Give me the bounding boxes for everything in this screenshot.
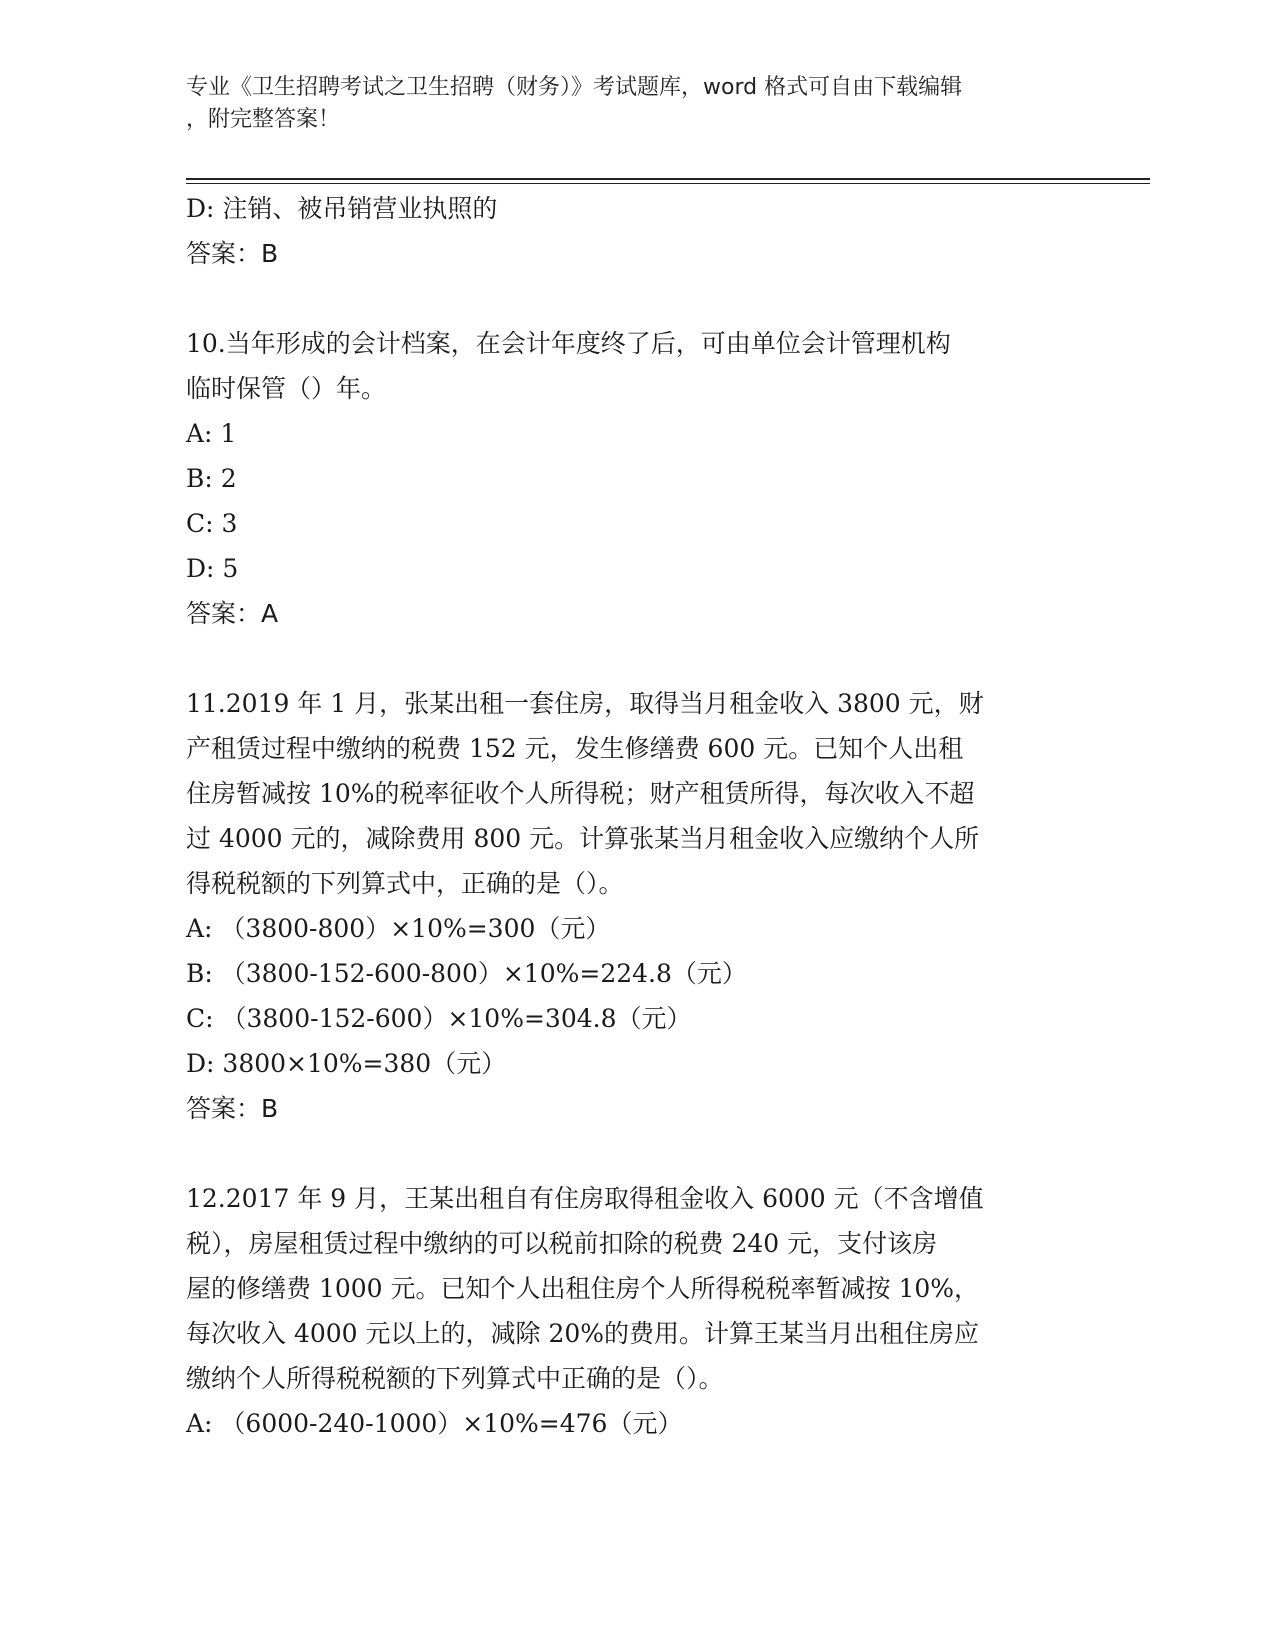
answer-line: 答案：A: [186, 599, 279, 628]
question-10: [186, 321, 1066, 636]
question-stem-line: 12.2017 年 9 月，王某出租自有住房取得租金收入 6000 元（不含增值: [186, 1184, 984, 1213]
spacer: [186, 636, 1066, 681]
header-line-1: 专业《卫生招聘考试之卫生招聘（财务）》考试题库，word 格式可自由下载编辑: [186, 75, 963, 100]
option-d: D: 3800×10%=380（元）: [186, 1049, 507, 1078]
question-stem-line: 得税税额的下列算式中，正确的是（）。: [186, 869, 624, 898]
answer-line: 答案：B: [186, 1094, 279, 1123]
header-divider-thin: [186, 183, 1150, 184]
option-b: B: 2: [186, 464, 237, 493]
question-9-tail: [186, 186, 1066, 276]
question-stem-line: 过 4000 元的，减除费用 800 元。计算张某当月租金收入应缴纳个人所: [186, 824, 980, 853]
option-b: B: （3800-152-600-800）×10%=224.8（元）: [186, 959, 747, 988]
question-stem-line: 住房暂减按 10%的税率征收个人所得税；财产租赁所得，每次收入不超: [186, 779, 975, 808]
document-header: [186, 72, 1066, 136]
question-12: [186, 1176, 1066, 1446]
option-c: C: 3: [186, 509, 238, 538]
option-d: D: 5: [186, 554, 239, 583]
question-stem-line: 产租赁过程中缴纳的税费 152 元，发生修缮费 600 元。已知个人出租: [186, 734, 964, 763]
answer-line: 答案：B: [186, 239, 279, 268]
header-line-2: ，附完整答案！: [186, 107, 341, 132]
question-stem-line: 11.2019 年 1 月，张某出租一套住房，取得当月租金收入 3800 元，财: [186, 689, 984, 718]
question-stem-line: 缴纳个人所得税税额的下列算式中正确的是（）。: [186, 1364, 724, 1393]
option-a: A: 1: [186, 419, 237, 448]
question-stem-line: 税），房屋租赁过程中缴纳的可以税前扣除的税费 240 元，支付该房: [186, 1229, 938, 1258]
option-a: A: （3800-800）×10%=300（元）: [186, 914, 611, 943]
question-content: [186, 186, 1066, 1446]
question-stem-line: 10.当年形成的会计档案，在会计年度终了后，可由单位会计管理机构: [186, 329, 951, 358]
spacer: [186, 1131, 1066, 1176]
option-c: C: （3800-152-600）×10%=304.8（元）: [186, 1004, 692, 1033]
option-d: D: 注销、被吊销营业执照的: [186, 194, 498, 223]
question-stem-line: 每次收入 4000 元以上的，减除 20%的费用。计算王某当月出租住房应: [186, 1319, 980, 1348]
header-divider-thick: [186, 178, 1150, 180]
option-a: A: （6000-240-1000）×10%=476（元）: [186, 1409, 683, 1438]
spacer: [186, 276, 1066, 321]
question-stem-line: 屋的修缮费 1000 元。已知个人出租住房个人所得税税率暂减按 10%，: [186, 1274, 980, 1303]
question-11: [186, 681, 1066, 1131]
question-stem-line: 临时保管（）年。: [186, 374, 387, 403]
